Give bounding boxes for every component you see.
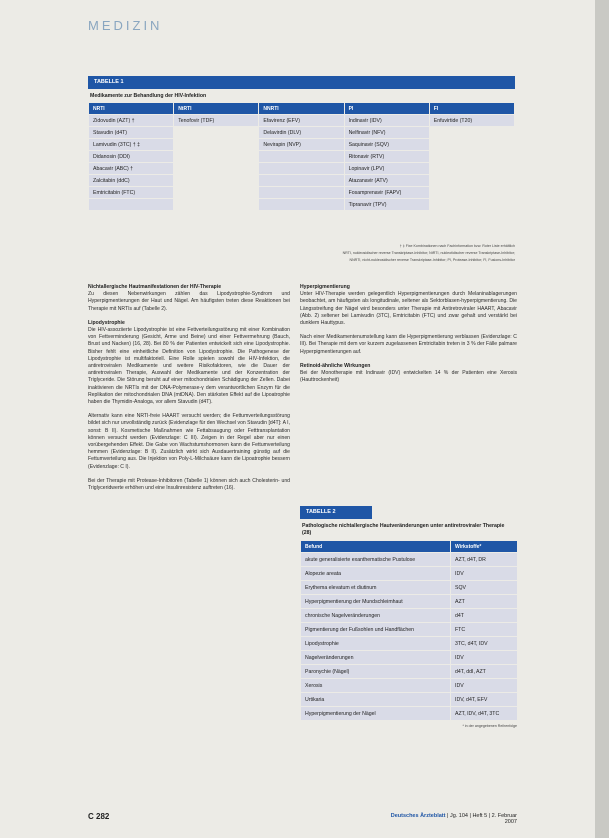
table-cell [429, 139, 514, 151]
journal-name: Deutsches Ärzteblatt [390, 813, 446, 819]
table-cell: IDV [451, 651, 518, 665]
table-cell: AZT, IDV, d4T, 3TC [451, 707, 518, 721]
table-row [301, 623, 518, 637]
table-cell: Lopinavir (LPV) [344, 163, 429, 175]
table-cell [89, 199, 174, 211]
table-row [301, 581, 518, 595]
table-cell [429, 151, 514, 163]
table-cell: Fosamprenavir (FAPV) [344, 187, 429, 199]
table-cell: IDV [451, 679, 518, 693]
table-cell [429, 199, 514, 211]
table-2-header: Befund [301, 541, 451, 553]
table-1-caption: Medikamente zur Behandlung der HIV-Infektion [90, 93, 207, 99]
table-cell: IDV, d4T, EFV [451, 693, 518, 707]
table-row [301, 637, 518, 651]
table-1-header: FI [429, 103, 514, 115]
table-cell: Abacavir (ABC) † [89, 163, 174, 175]
table-2-header: Wirkstoffe* [451, 541, 518, 553]
left-column [88, 284, 290, 499]
table-cell [429, 187, 514, 199]
table-cell: IDV [451, 567, 518, 581]
page-edge [595, 0, 609, 838]
table-cell: Xerosis [301, 679, 451, 693]
table-cell: d4T [451, 609, 518, 623]
body-paragraph: Zu diesen Nebenwirkungen zählen das Lipodystrophie-Syndrom und Hyperpigmentierungen der Haut und Nägel. Am häufigsten treten diese Reaktionen bei Therapie mit NRTIs auf (Tabelle 2). [88, 291, 290, 312]
table-row [301, 553, 518, 567]
table-cell: Urtikaria [301, 693, 451, 707]
table-row [301, 567, 518, 581]
table-cell: Indinavir (IDV) [344, 115, 429, 127]
section-heading: Hyperpigmentierung [300, 284, 350, 290]
table-1-label: TABELLE 1 [88, 76, 515, 89]
table-row [89, 151, 515, 163]
table-cell: Efavirenz (EFV) [259, 115, 344, 127]
table-cell [259, 187, 344, 199]
table-row [89, 187, 515, 199]
table-1 [88, 76, 515, 211]
table-cell: Delavirdin (DLV) [259, 127, 344, 139]
table-cell: AZT [451, 595, 518, 609]
table-1-header: NtRTI [174, 103, 259, 115]
section-heading: Retinoid-ähnliche Wirkungen [300, 362, 371, 369]
table-row [301, 693, 518, 707]
table-cell: Nagelveränderungen [301, 651, 451, 665]
table-row [89, 175, 515, 187]
section-title: MEDIZIN [88, 18, 163, 33]
table-cell: akute generalisierte exanthematische Pustulose [301, 553, 451, 567]
table-cell: Emtricitabin (FTC) [89, 187, 174, 199]
table-cell [174, 163, 259, 175]
table-row [89, 199, 515, 211]
table-cell [174, 127, 259, 139]
table-cell: Tenofovir (TDF) [174, 115, 259, 127]
table-1-grid [88, 102, 515, 211]
table-cell: SQV [451, 581, 518, 595]
table-1-header: NNRTI [259, 103, 344, 115]
table-1-footnote-1: † ‡ Fixe Kombinationen nach Fachinformation bzw. Roter Liste erhältlich [399, 244, 515, 248]
table-cell: Lamivudin (3TC) † ‡ [89, 139, 174, 151]
table-cell [259, 199, 344, 211]
body-paragraph: Bei der Monotherapie mit Indinavir (IDV) entwickelten 14 % der Patienten eine Xerosis (Hauttrockenheit) [300, 370, 517, 384]
table-row [301, 609, 518, 623]
table-row [89, 127, 515, 139]
table-1-footnote-3: NNRTI, nicht-nukleosidischer reverse Transkriptase-Inhibitor; PI, Protease-Inhibitor; FI, Fusions-Inhibitor [349, 258, 515, 262]
body-paragraph: Die HIV-assoziierte Lipodystrophie ist eine Fettverteilungsstörung mit einer Kombination von Fettverminderung (Gesicht, Arme und Beine) und einer Fettvermehrung (Bauch, Brust und Nacken) (16, 28). Bei 80 % der Patienten entwickelt sich eine Lipodystrophie. Bisher fehlt eine einheitliche Definition von Lipodystrophie. Die Pathogenese der Lipodystrophie ist multifaktoriell. Eine Rolle spielen sowohl die HIV-Infektion, die antiretroviralen Medikamente und weitere Risikofaktoren, wie die Dauer der antiretroviralen Therapie, Auswahl der Medikamente und der Konzentration der Triglyceride. Die Störung beruht auf einer mitochondrialen Schädigung der Zellen. Dabei inaktivieren die NRTIs mit der DNA-Polymerase-γ dem verantwortlichen Enzym für die Replikation der mitochondrialen DNA (mtDNA). Den stärksten Effekt auf die Lipoatrophie haben die Thymidin-Analoga, vor allem Stavudin (d4T). [88, 327, 290, 406]
table-2-caption: Pathologische nichtallergische Hautveränderungen unter antiretroviraler Therapie (28) [302, 523, 505, 536]
section-heading: Lipodystrophie [88, 319, 125, 326]
body-paragraph: Bei der Therapie mit Protease-Inhibitoren (Tabelle 1) können sich auch Cholesterin- und Triglyceridwerte erhöhen und eine Insulinresistenz auftreten (16). [88, 477, 290, 492]
table-cell [259, 175, 344, 187]
table-row [301, 679, 518, 693]
table-cell: Pigmentierung der Fußsohlen und Handflächen [301, 623, 451, 637]
table-cell: Alopezie areata [301, 567, 451, 581]
table-cell [429, 127, 514, 139]
table-cell: Hyperpigmentierung der Nägel [301, 707, 451, 721]
table-cell [174, 175, 259, 187]
table-2-label: TABELLE 2 [300, 506, 372, 519]
table-cell [259, 151, 344, 163]
table-1-header: NRTI [89, 103, 174, 115]
table-cell [429, 163, 514, 175]
table-row [301, 651, 518, 665]
table-row [89, 139, 515, 151]
journal-footer [380, 813, 517, 825]
table-2-grid [300, 540, 518, 721]
table-cell: FTC [451, 623, 518, 637]
table-cell: d4T, ddI, AZT [451, 665, 518, 679]
table-cell: Saquinavir (SQV) [344, 139, 429, 151]
table-cell: Zidovudin (AZT) † [89, 115, 174, 127]
table-row [301, 595, 518, 609]
table-row [301, 707, 518, 721]
body-paragraph: Unter HIV-Therapie werden gelegentlich Hyperpigmentierungen durch Melaninablagerungen beobachtet, am häufigsten als longitudinale, seltener als Sektorblasen-hyperpigmentierung. Die Längsstreifung der Nägel wird besonders unter Therapie mit Antiretroviraler HAART, Abacavir (Abb. 2) seltener bei Lamivudin (3TC), Emtricitabin (FTC) und zwar gehalt und verstärkt bei dunklem Hauttypus. [300, 291, 517, 327]
table-cell: AZT, d4T, DR [451, 553, 518, 567]
table-row [89, 115, 515, 127]
body-paragraph: Alternativ kann eine NRTI-freie HAART versucht werden; die Fettumverteilungsstörung bildet sich nur unvollständig zurück (Evidenzlage für den Wechsel von Stavudin [d4T]: A I, sonst: B II). Kosmetische Maßnahmen wie Fettabsaugung oder Fetttransplantation können versucht werden (Evidenzlage: C III). Zeigen in der Regel aber nur einen vorübergehenden Effekt. Die Gabe von Wachstumshormonen kann die Fettumverteilung hemmen (Evidenzlage: B II). Zusätzlich wirkt sich Ausdauertraining günstig auf die Fettumverteilung aus. Die Injektion von Poly-L-Milchsäure kann die Lipoatrophie bessern (Evidenzlage: C I). [88, 413, 290, 470]
table-cell [174, 139, 259, 151]
table-cell [174, 199, 259, 211]
table-row [89, 163, 515, 175]
table-cell: Nelfinavir (NFV) [344, 127, 429, 139]
journal-issue: | Jg. 104 | Heft 5 | 2. Februar 2007 [445, 813, 517, 825]
table-cell: Stavudin (d4T) [89, 127, 174, 139]
table-row [301, 665, 518, 679]
table-cell: Atazanavir (ATV) [344, 175, 429, 187]
table-cell: Nevirapin (NVP) [259, 139, 344, 151]
table-cell: Erythema elevatum et diutinum [301, 581, 451, 595]
table-cell [429, 175, 514, 187]
table-cell: Zalcitabin (ddC) [89, 175, 174, 187]
table-2-note: * in der angegebenen Reihenfolge [462, 724, 517, 728]
section-heading: Nichtallergische Hautmanifestationen der HIV-Therapie [88, 284, 222, 290]
table-cell: Enfuvirtide (T20) [429, 115, 514, 127]
table-cell [174, 187, 259, 199]
page-number: C 282 [88, 812, 110, 821]
table-cell: Ritonavir (RTV) [344, 151, 429, 163]
table-1-footnote-2: NRTI, nukleosidischer reverse Transkriptase-Inhibitor; NtRTI, nukleotidischer reverse Transkriptase-Inhibitor; [342, 251, 515, 255]
table-cell: 3TC, d4T, IDV [451, 637, 518, 651]
table-cell: Lipodystrophie [301, 637, 451, 651]
table-cell: chronische Nagelveränderungen [301, 609, 451, 623]
table-cell: Tipranavir (TPV) [344, 199, 429, 211]
table-cell: Paronychie (Nägel) [301, 665, 451, 679]
right-column [300, 284, 517, 391]
table-2 [300, 506, 517, 728]
table-cell: Hyperpigmentierung der Mundschleimhaut [301, 595, 451, 609]
table-1-header: PI [344, 103, 429, 115]
table-cell: Didanosin (DDI) [89, 151, 174, 163]
table-cell [259, 163, 344, 175]
table-cell [174, 151, 259, 163]
body-paragraph: Nach einer Medikamentenumstellung kann die Hyperpigmentierung verblassen (Evidenzlage: C III). Bei Therapie mit dem vor kurzem zugelassenen Emtricitabin treten in 3 % der Fälle palmare Hyperpigmentierungen auf. [300, 334, 517, 355]
